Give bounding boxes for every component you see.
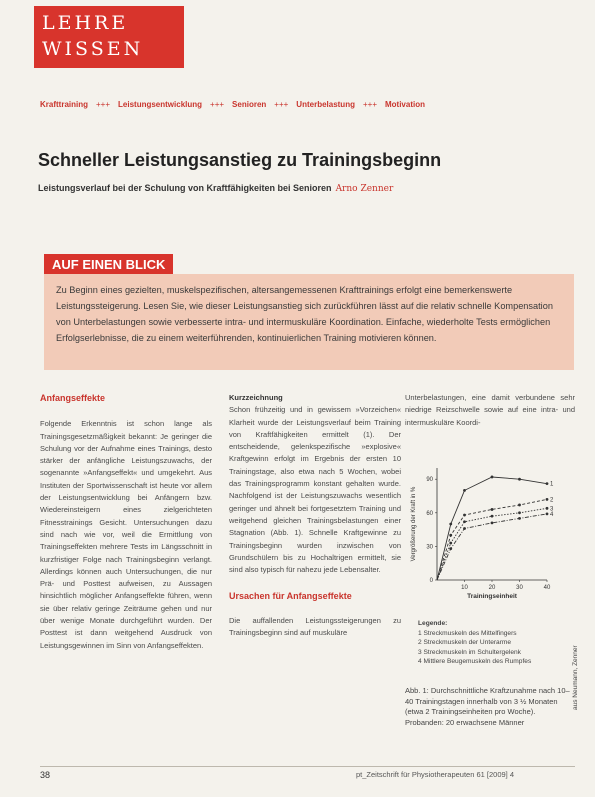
series-point [518,517,521,520]
column-2-text-2: Die auffallenden Leistungssteigerungen zu Trainingsbeginn sind auf muskuläre [229,615,401,638]
series-point [546,482,549,485]
tag[interactable]: Unterbelastung [296,100,355,109]
x-tick-label: 30 [516,585,523,591]
series-point [518,478,521,481]
series-point [463,520,466,523]
series-point [449,542,452,545]
section-header-line1: LEHRE [42,12,129,34]
column-3-text: Unterbelastungen, eine damit verbundene sehr niedrige Reizschwelle sowie auf eine intra- und intermuskuläre Koordi- [405,393,575,427]
tag[interactable]: Leistungsentwicklung [118,100,203,109]
series-point [518,511,521,514]
author-name: Arno Zenner [335,184,394,194]
series-point [449,523,452,526]
series-point [491,515,494,518]
tag[interactable]: Senioren [232,100,267,109]
legend-item: 1 Streckmuskeln des Mittelfingers [418,629,517,637]
y-tick-label: 60 [426,510,433,517]
article-title: Schneller Leistungsanstieg zu Trainingsbeginn [38,150,442,170]
section-header [34,6,184,68]
strength-chart-svg [405,460,565,610]
series-point [463,514,466,517]
series-point [518,504,521,507]
column-3 [405,392,575,429]
glance-text: Zu Beginn eines gezielten, muskelspezifischen, altersangemessenen Krafttrainings erfolgt eine bemerkenswerte Leistungssteigerung. Lesen Sie, wie dieser Leistungsanstieg sich zurückführen lässt auf die relativ schnelle Kompensation von Unterbelastungen sowie verbesserte intra- und intermuskuläre Koordination. Einfache, wiederholte Tests ermöglichen Erfolgserlebnisse, die zu einem weiterführenden, kontinuierlichen Training motivieren können. [56,285,553,343]
journal-reference: pt_Zeitschrift für Physiotherapeuten 61 [2009] 4 [356,770,515,779]
series-line [437,477,547,580]
section-heading-kurzzeichnung: Kurzzeichnung [229,393,283,402]
y-tick-label: 0 [429,578,433,584]
series-point [491,476,494,479]
column-1 [40,392,212,652]
legend-heading: Legende: [418,620,448,627]
series-label: 3 [550,506,554,513]
glance-box [44,274,574,370]
section-heading-anfangseffekte: Anfangseffekte [40,393,106,403]
legend-item: 2 Streckmuskeln der Unterarme [418,639,512,646]
tag-separator: +++ [362,100,377,109]
series-point [546,513,549,516]
section-header-line2: WISSEN [42,38,144,60]
x-tick-label: 40 [543,585,551,591]
chart-legend [418,619,568,667]
keyword-tags [40,100,425,109]
series-point [449,547,452,550]
series-point [463,489,466,492]
series-label: 2 [550,497,554,504]
series-point [491,508,494,511]
y-axis-label: Vergrößerung der Kraft in % [411,486,417,562]
tag-separator: +++ [210,100,225,109]
series-point [449,534,452,537]
figure-source-note: aus Neumann, Zenner [572,645,579,710]
figure-caption: Abb. 1: Durchschnittliche Kraftzunahme nach 10–40 Trainingstagen innerhalb von 3 ½ Monaten (etwa 2 Trainingseinheiten pro Woche). Probanden: 20 erwachsene Männer [405,686,570,727]
y-tick-label: 90 [426,477,433,484]
x-axis-label: Trainingseinheit [467,593,517,600]
x-tick-label: 10 [461,585,468,591]
subtitle-text: Leistungsverlauf bei der Schulung von Kraftfähigkeiten bei Senioren [38,183,332,193]
series-point [546,507,549,510]
series-point [463,527,466,530]
footer-divider [40,766,575,767]
legend-item: 3 Streckmuskeln im Schultergelenk [418,648,521,656]
series-line [437,499,547,580]
glance-label: AUF EINEN BLICK [44,254,173,274]
tag-separator: +++ [96,100,111,109]
tag[interactable]: Krafttraining [40,100,88,109]
column-1-text: Folgende Erkenntnis ist schon lange als Trainingsgesetzmäßigkeit bekannt: Je geringer die Schulung vor der Aufnahme eines Trainings, desto stärker der anfängliche Leistungszuwachs, der sogenannte »Anfangseffekt« und umgekehrt. Aus Instituten der Sportwissenschaft ist heute vor allem der Leistungsentwicklung bei Anfängern bzw. Wiedereinsteigern eines zielgerichteten Fitnesstrainings Gesicht. Untersuchungen dazu sind nach wie vor, weil die Ermittlung von Trainingseffekten mehrere Tests im Längsschnitt in kurzfristiger Folge nach Trainingsbeginn verlangt. Allerdings können auch Untersuchungen, die nur Prä- und Posttest aufweisen, zu Aussagen hinsichtlich möglicher Anfangseffekte führen, wenn sie über relativ geringe Zeiträume gehen und nur über wenige Monate durchgeführt wurden. Der Posttest ist dann weitgehend Ausdruck von Leistungsgewinnen im Sinn von Anfangseffekten. [40,419,212,650]
column-2 [229,392,401,639]
column-2-text: Schon frühzeitig und in gewissem »Vorzeichen« Klarheit wurde der Leistungsverlauf beim Training von Kraftfähigkeiten ermittelt (1). Der entscheidende, gelenkspezifische »explosive« Kraftgewinn erfolgt im Ergebnis der ersten 10 Trainingstage, also etwa nach 5 Wochen, wobei das Trainingsprogramm konstant gehalten wurde. Nachfolgend ist der Leistungszuwachs wesentlich geringer und ähnelt bei fortgesetztem Training und weitgehend gleichen Trainingsbelastungen einer Stagnation (Abb. 1). Schnelle Kraftgewinne zu Trainingsbeginn wurden inzwischen von Grundschülern bis zu Hochaltrigen ermittelt, sie sind also typisch für nahezu jede Lebensalter. [229,405,401,575]
legend-item: 4 Mittlere Beugemuskeln des Rumpfes [418,658,532,665]
page-number: 38 [40,770,51,780]
tag-separator: +++ [274,100,289,109]
series-line [437,508,547,580]
strength-chart [405,460,565,610]
section-heading-ursachen: Ursachen für Anfangseffekte [229,591,352,602]
x-tick-label: 20 [488,585,496,591]
series-point [491,521,494,524]
y-tick-label: 30 [426,544,433,551]
article-subtitle [38,183,393,194]
series-point [546,498,549,501]
series-label: 1 [550,481,554,488]
tag[interactable]: Motivation [384,100,425,109]
series-label: 4 [550,511,554,518]
